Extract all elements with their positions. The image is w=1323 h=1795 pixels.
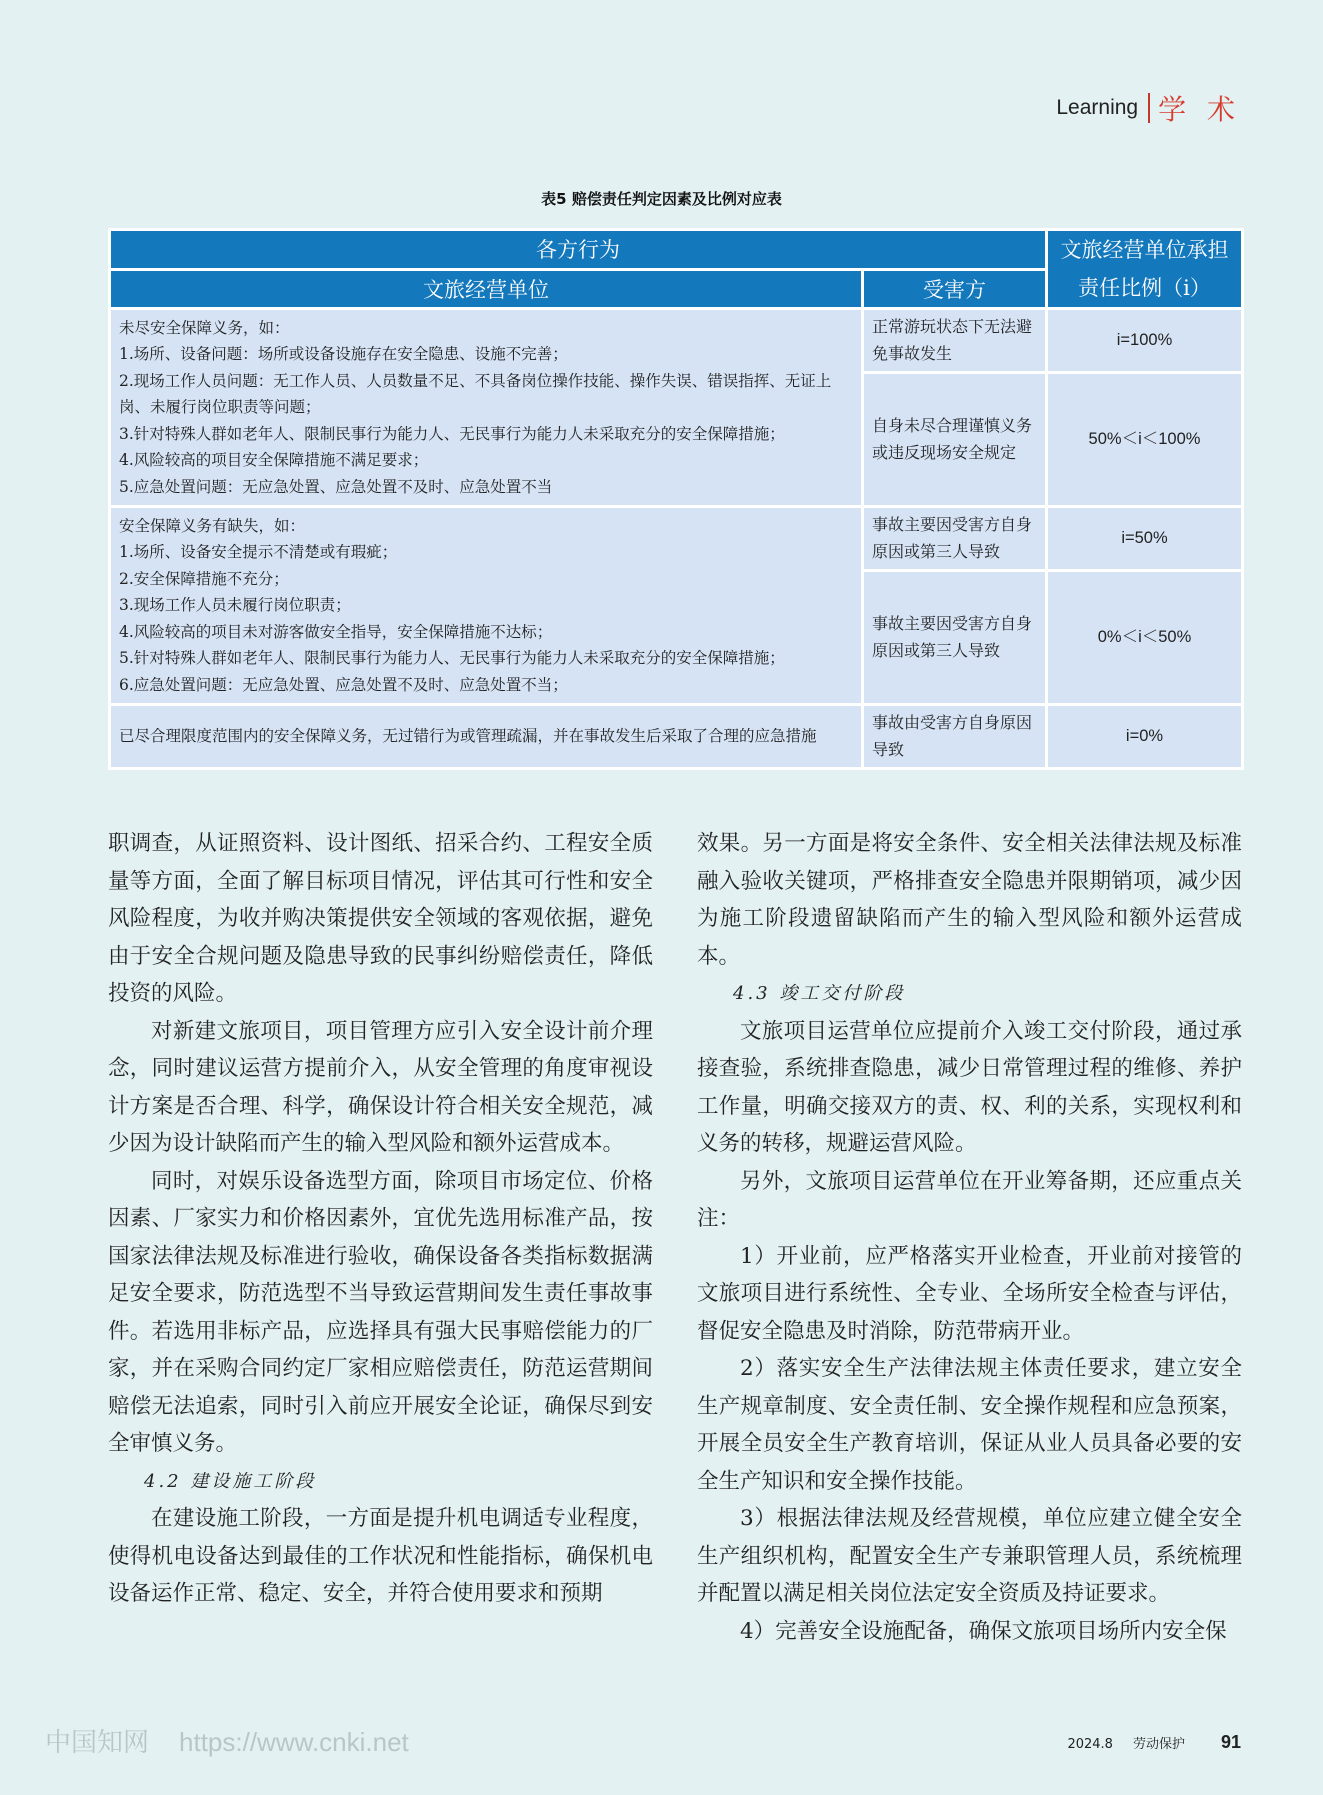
header-operator: 文旅经营单位: [110, 269, 863, 309]
header-victim: 受害方: [863, 269, 1047, 309]
page-footer: [1067, 1732, 1241, 1753]
list-item: 1）开业前，应严格落实开业检查，开业前对接管的文旅项目进行系统性、全专业、全场所安全检查与评估，督促安全隐患及时消除，防范带病开业。: [697, 1243, 1242, 1344]
table-caption: 表5 赔偿责任判定因素及比例对应表: [541, 190, 782, 208]
paragraph: 对新建文旅项目，项目管理方应引入安全设计前介理念，同时建议运营方提前介入，从安全管理的角度审视设计方案是否合理、科学，确保设计符合相关安全规范，减少因为设计缺陷而产生的输入型风险和额外运营成本。: [108, 1018, 653, 1156]
section-label-zh: 学 术: [1158, 93, 1241, 126]
group2-ratio-b: 0%＜i＜50%: [1047, 571, 1243, 705]
group1-victim-a: 正常游玩状态下无法避免事故发生: [863, 309, 1047, 373]
body-column-left: [108, 825, 653, 1613]
watermark-url: https://www.cnki.net: [179, 1727, 409, 1757]
group1-victim-b: 自身未尽合理谨慎义务或违反现场安全规定: [863, 373, 1047, 507]
group2-victim-a: 事故主要因受害方自身原因或第三人导致: [863, 507, 1047, 571]
group3-ratio: i=0%: [1047, 705, 1243, 769]
watermark: [45, 1722, 409, 1759]
magazine-name: 劳动保护: [1132, 1737, 1185, 1752]
group2-ratio-a: i=50%: [1047, 507, 1243, 571]
page-header: [1056, 88, 1241, 128]
paragraph: 另外，文旅项目运营单位在开业筹备期，还应重点关注：: [697, 1168, 1242, 1231]
list-item: 4）完善安全设施配备，确保文旅项目场所内安全保: [740, 1618, 1227, 1644]
paragraph: 文旅项目运营单位应提前介入竣工交付阶段，通过承接查验，系统排查隐患，减少日常管理过程的维修、养护工作量，明确交接双方的责、权、利的关系，实现权利和义务的转移，规避运营风险。: [697, 1018, 1242, 1156]
group2-victim-b: 事故主要因受害方自身原因或第三人导致: [863, 571, 1047, 705]
list-item: 3）根据法律法规及经营规模，单位应建立健全安全生产组织机构，配置安全生产专兼职管理人员，系统梳理并配置以满足相关岗位法定安全资质及持证要求。: [697, 1506, 1242, 1606]
group1-ratio-a: i=100%: [1047, 309, 1243, 373]
header-parties: 各方行为: [110, 230, 1047, 270]
paragraph: 职调查，从证照资料、设计图纸、招采合约、工程安全质量等方面，全面了解目标项目情况，评估其可行性和安全风险程度，为收并购决策提供安全领域的客观依据，避免由于安全合规问题及隐患导致的民事纠纷赔偿责任，降低投资的风险。: [108, 831, 653, 1006]
section-heading-4-3: 4.3 竣工交付阶段: [733, 983, 906, 1004]
paragraph: 同时，对娱乐设备选型方面，除项目市场定位、价格因素、厂家实力和价格因素外，宜优先选用标准产品，按国家法律法规及标准进行验收，确保设备各类指标数据满足安全要求，防范选型不当导致运营期间发生责任事故事件。若选用非标产品，应选择具有强大民事赔偿能力的厂家，并在采购合同约定厂家相应赔偿责任，防范运营期间赔偿无法追索，同时引入前应开展安全论证，确保尽到安全审慎义务。: [108, 1168, 653, 1456]
list-item: 2）落实安全生产法律法规主体责任要求，建立安全生产规章制度、安全责任制、安全操作规程和应急预案，开展全员安全生产教育培训，保证从业人员具备必要的安全生产知识和安全操作技能。: [697, 1356, 1242, 1494]
group2-operator-behavior: 安全保障义务有缺失，如： 1.场所、设备安全提示不清楚或有瑕疵； 2.安全保障措施不充分； 3.现场工作人员未履行岗位职责； 4.风险较高的项目未对游客做安全指导，安全保障措施不达标； 5.针对特殊人群如老年人、限制民事行为能力人、无民事行为能力人未采取充分的安全保障措施； 6.应急处置问题：无应急处置、应急处置不及时、应急处置不当；: [110, 507, 863, 705]
paragraph: 在建设施工阶段，一方面是提升机电调适专业程度，使得机电设备达到最佳的工作状况和性能指标，确保机电设备运作正常、稳定、安全，并符合使用要求和预期: [108, 1506, 653, 1606]
group1-operator-behavior: 未尽安全保障义务，如： 1.场所、设备问题：场所或设备设施存在安全隐患、设施不完善； 2.现场工作人员问题：无工作人员、人员数量不足、不具备岗位操作技能、操作失误、错误指挥、无证上岗、未履行岗位职责等问题； 3.针对特殊人群如老年人、限制民事行为能力人、无民事行为能力人未采取充分的安全保障措施； 4.风险较高的项目安全保障措施不满足要求； 5.应急处置问题：无应急处置、应急处置不及时、应急处置不当: [110, 309, 863, 507]
group3-victim: 事故由受害方自身原因导致: [863, 705, 1047, 769]
header-ratio: 文旅经营单位承担责任比例（i）: [1047, 230, 1243, 309]
responsibility-table: [108, 228, 1244, 770]
body-column-right: [697, 825, 1242, 1650]
section-heading-4-2: 4.2 建设施工阶段: [144, 1470, 317, 1492]
page-number: 91: [1220, 1732, 1241, 1752]
group3-operator-behavior: 已尽合理限度范围内的安全保障义务，无过错行为或管理疏漏，并在事故发生后采取了合理的应急措施: [110, 705, 863, 769]
group1-ratio-b: 50%＜i＜100%: [1047, 373, 1243, 507]
paragraph: 效果。另一方面是将安全条件、安全相关法律法规及标准融入验收关键项，严格排查安全隐患并限期销项，减少因为施工阶段遗留缺陷而产生的输入型风险和额外运营成本。: [697, 831, 1242, 969]
section-label-en: Learning: [1056, 96, 1139, 119]
issue-date: 2024.8: [1067, 1737, 1113, 1752]
header-divider: [1148, 93, 1150, 123]
watermark-cnki: 中国知网: [45, 1728, 150, 1758]
